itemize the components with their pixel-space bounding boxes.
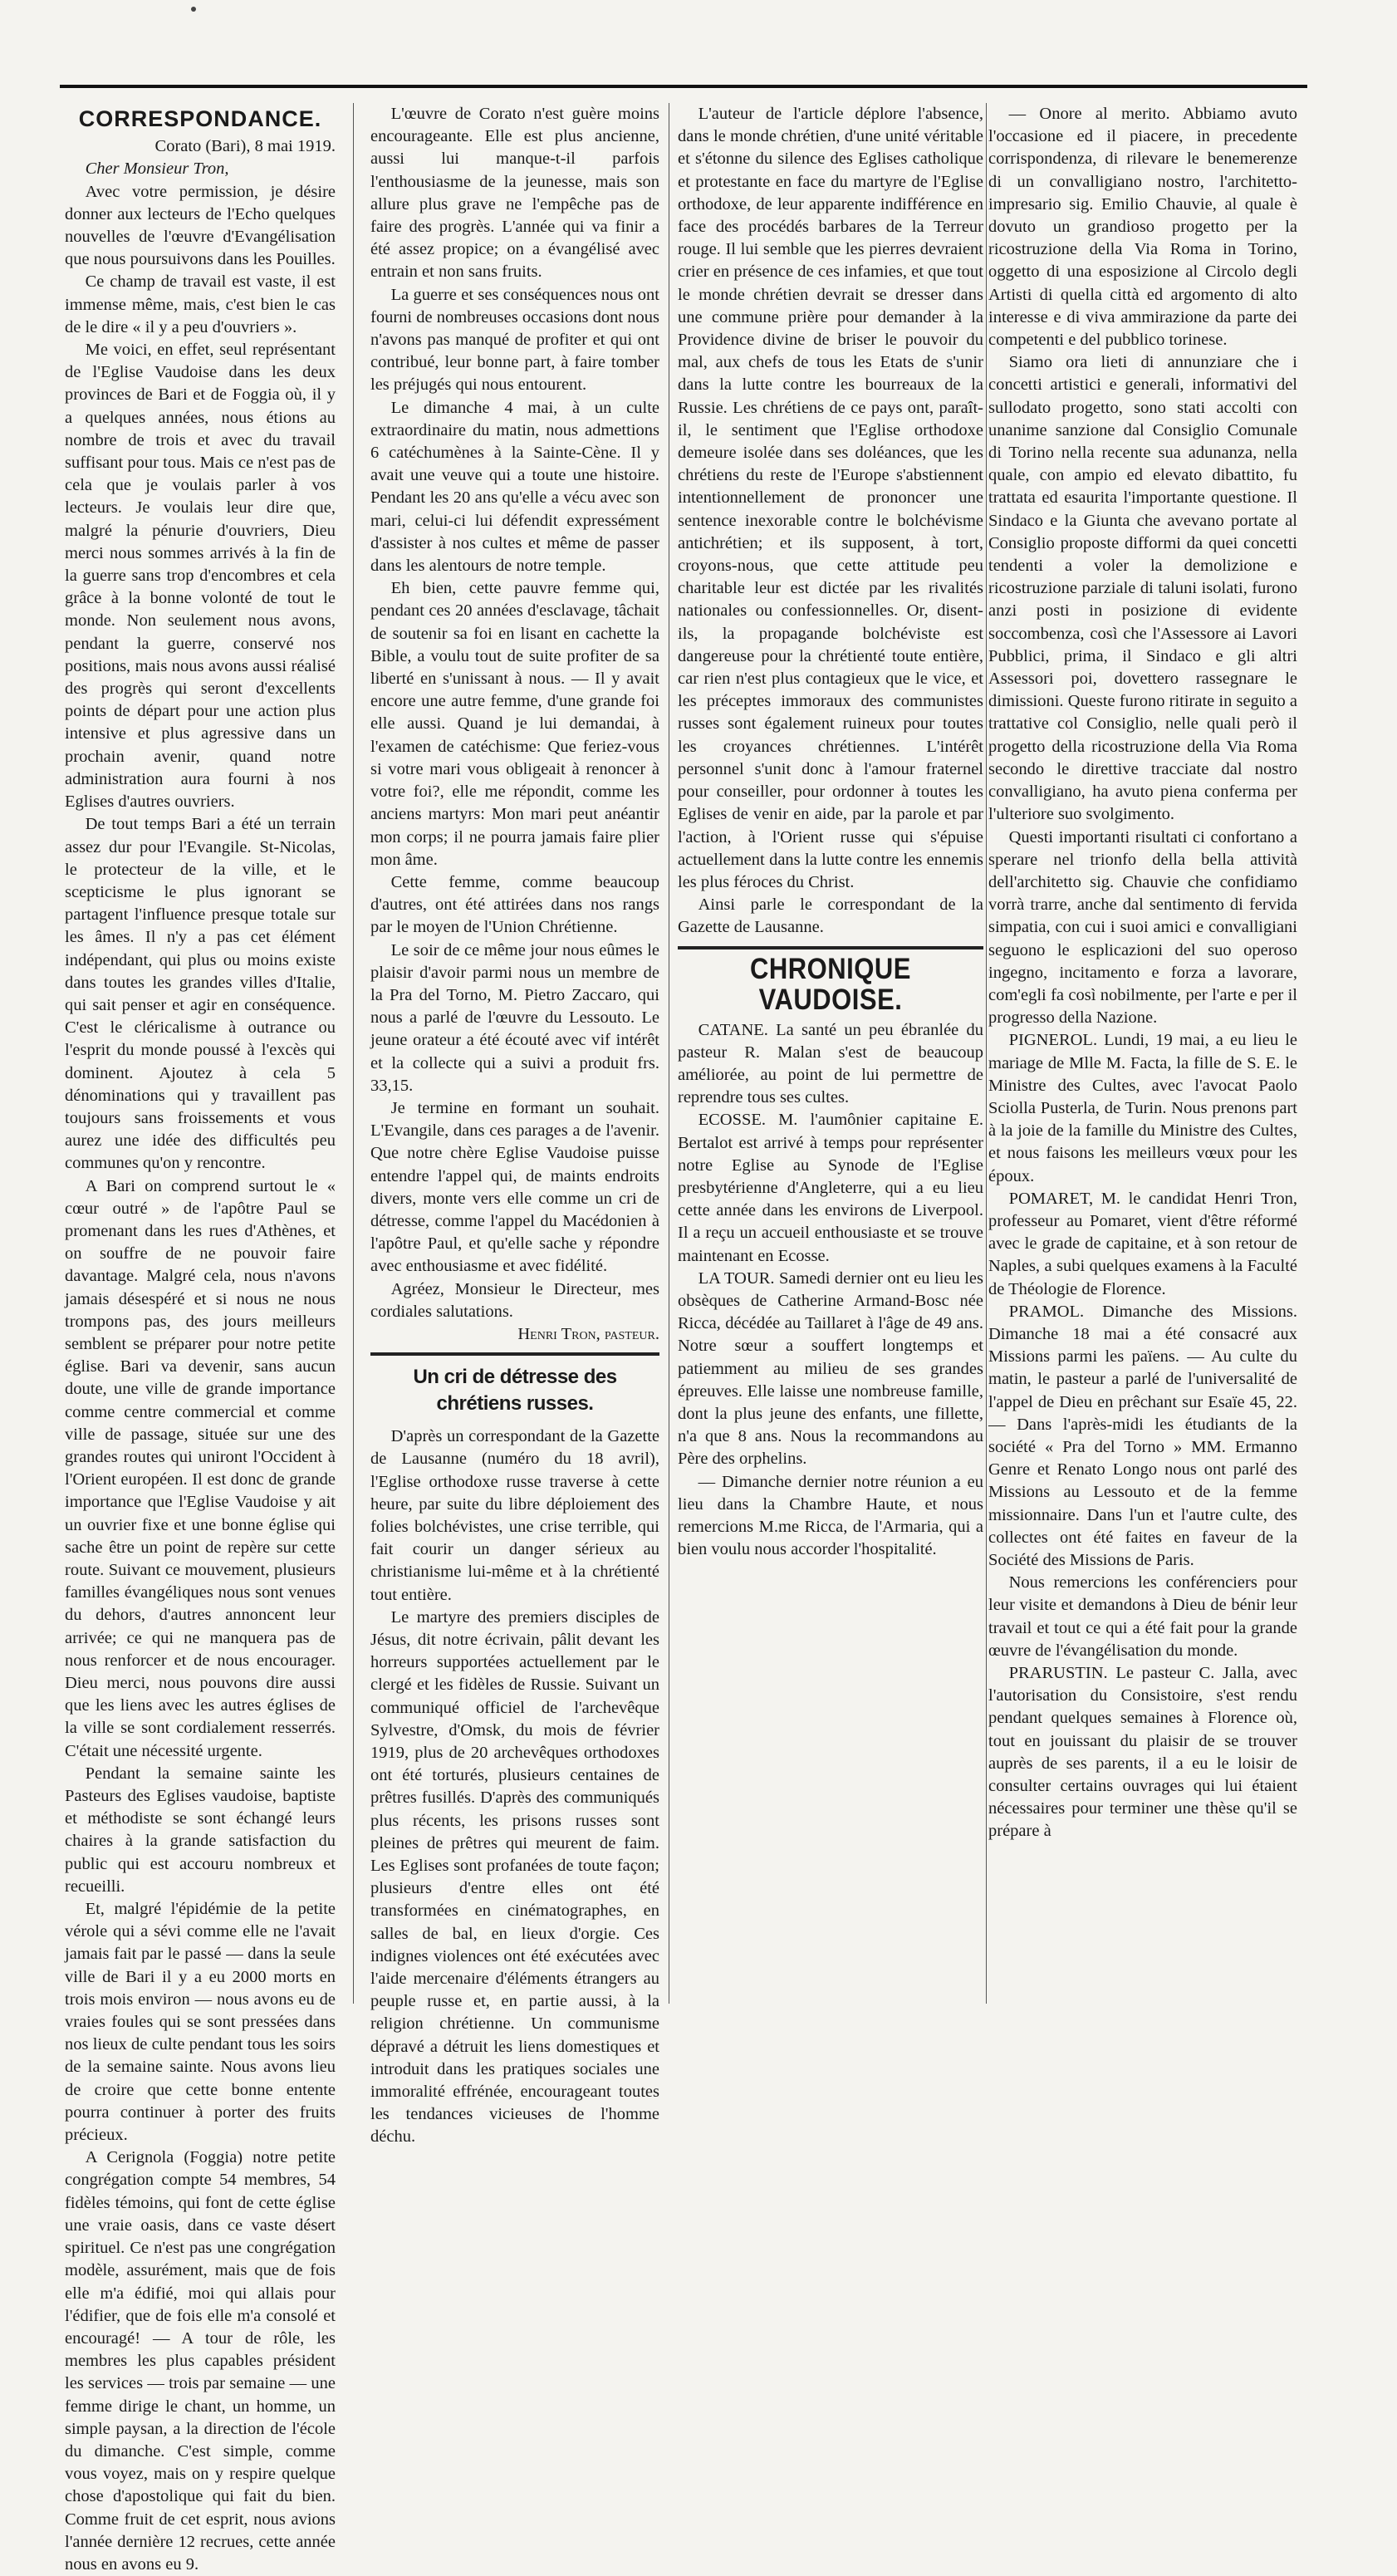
paragraph: POMARET, M. le candidat Henri Tron, professeur au Pomaret, vient d'être réformé avec le grade de capitaine, et à son retour de Naples, a subi quelques examens à la Faculté de Théologie de Florence. [988, 1189, 1297, 1298]
paragraph: CATANE. La santé un peu ébranlée du pasteur R. Malan s'est de beaucoup améliorée, au point de lui permettre de reprendre tous ses cultes. [678, 1020, 983, 1107]
paragraph: Pendant la semaine sainte les Pasteurs des Eglises vaudoise, baptiste et méthodiste se sont échangé leurs chaires à la grande satisfaction du public qui est accouru nombreux et recueilli. [65, 1764, 336, 1896]
paragraph: Siamo ora lieti di annunziare che i concetti artistici e generali, informativi del sullodato progetto, sono stati accolti con unanime sanzione dal Consiglio Comunale di Torino nella recente sua adunanza, nella quale, con ampio ed elevato dibattito, fu trattata ed esaurita l'importante questione. Il Sindaco e la Giunta che avevano portate al Consiglio proposte difformi da quei concetti tendenti a voler la demolizione e ricostruzione parziale di taluni isolati, furono anzi posti in posizione di evidente soccombenza, così che l'Assessore ai Lavori Pubblici, prima, il Sindaco e gli altri Assessori poi, dovettero rassegnare le dimissioni. Queste furono ritirate in seguito a trattative col Consiglio, nelle quali però il progetto della ricostruzione della Via Roma secondo le direttive tracciate dal nostro convalligiano, ha avuto piena conferma per l'ulteriore suo svolgimento. [988, 353, 1297, 824]
paragraph: De tout temps Bari a été un terrain assez dur pour l'Evangile. St-Nicolas, le protecteur de la ville, et le scepticisme le plus ignorant se partagent l'influence presque totale sur les âmes. Il n'y a pas cet élément indépendant, qui plus ou moins existe dans toutes les grandes villes d'Italie, qui sait penser et agir en conséquence. C'est le cléricalisme à outrance ou l'esprit du monde poussé à l'excès qui dominent. Ajoutez à cela 5 dénominations qui y travaillent pas toujours sans froissements et vous aurez une idée des difficultés peu communes qu'on y rencontre. [65, 815, 336, 1173]
paragraph: Me voici, en effet, seul représentant de l'Eglise Vaudoise dans les deux provinces de Bari et de Foggia où, il y a quelques années, nous étions au nombre de trois et avec du travail suffisant pour tous. Mais ce n'est pas de cela que je voulais parler à vos lecteurs. Je voulais leur dire que, malgré la pénurie d'ouvriers, Dieu merci nous sommes arrivés à la fin de la guerre sans trop d'encombres et cela grâce à la bonne volonté de tout le monde. Non seulement nous avons, pendant la guerre, conservé nos positions, mais nous avons aussi réalisé des progrès qui seront d'excellents points de départ pour une action plus intensive et plus agressive dans un prochain avenir, quand notre administration aura fourni à nos Eglises d'autres ouvriers. [65, 341, 336, 812]
paragraph: Le dimanche 4 mai, à un culte extraordinaire du matin, nous admettions 6 catéchumènes à la Sainte-Cène. Il y avait une veuve qui a toute une histoire. Pendant les 20 ans qu'elle a vécu avec son mari, celui-ci lui défendit expressément d'assister à nos cultes et même de passer dans les alentours de notre temple. [370, 398, 659, 576]
paragraph: Eh bien, cette pauvre femme qui, pendant ces 20 années d'esclavage, tâchait de soutenir sa foi en lisant en cachette la Bible, a voulu tout de suite profiter de sa liberté en s'unissant à nous. — Il y avait encore une autre femme, d'une grande foi elle aussi. Quand je lui demandai, à l'examen de catéchisme: Que feriez-vous si votre mari vous obligeait à renoncer à votre foi?, elle me répondit, comme les anciens martyrs: Mon mari peut anéantir mon corps; il ne pourra jamais faire plier mon âme. [370, 579, 659, 869]
paragraph: PRAMOL. Dimanche des Missions. Dimanche 18 mai a été consacré aux Missions parmi les païens. — Au culte du matin, le pasteur a parlé de l'universalité de l'appel de Dieu en prêchant sur Esaïe 45, 22. — Dans l'après-midi les étudiants de la société « Pra del Torno » MM. Ermanno Genre et Renato Longo nous ont parlé des Missions au Lessouto et de la femme missionnaire. Dans l'un et l'autre culte, des collectes ont été faites en faveur de la Société des Missions de Paris. [988, 1302, 1297, 1569]
paragraph: Avec votre permission, je désire donner aux lecteurs de l'Echo quelques nouvelles de l'œuvre d'Evangélisation que nous poursuivons dans les Pouilles. [65, 182, 336, 269]
paragraph: L'œuvre de Corato n'est guère moins encourageante. Elle est plus ancienne, aussi lui manque-t-il parfois l'enthousiasme de la jeunesse, mais son allure plus grave ne l'empêche pas de faire des progrès. L'année qui va finir a été assez propice; on a évangélisé avec entrain et non sans fruits. [370, 105, 659, 282]
column-4 [988, 103, 1297, 2029]
paragraph: L'auteur de l'article déplore l'absence, dans le monde chrétien, d'une unité véritable et s'étonne du silence des Eglises catholique et protestante en face du martyre de l'Eglise orthodoxe, de leur apparente indifférence en face des procédés barbares de la Terreur rouge. Il lui semble que les pierres devraient crier en présence de ces infamies, et que tout le monde chrétien devrait se dresser dans une commune prière pour demander à la Providence divine de briser le pouvoir du mal, aux chefs de tous les Etats de s'unir dans la lutte contre les bourreaux de la Russie. Les chrétiens de ce pays ont, paraît-il, le sentiment que l'Eglise orthodoxe demeure isolée dans ses doléances, que les chrétiens du reste de l'Europe s'abstiennent intentionnellement de prononcer une sentence inexorable contre le bolchévisme antichrétien; et ils supposent, à tort, croyons-nous, que cette attitude peu charitable leur est dictée par les rivalités nationales ou confessionnelles. Or, disent-ils, la propagande bolchéviste est dangereuse pour la chrétienté toute entière, car rien n'est plus contagieux que le vice, et les préceptes immoraux des communistes russes sont également ruineux pour toutes les croyances chrétiennes. L'intérêt personnel s'unit donc à l'amour fraternel pour conseiller, pour ordonner à toutes les Eglises de venir en aide, par la parole et par l'action, à l'Orient russe qui s'épuise actuellement dans la lutte contre les ennemis les plus féroces du Christ. [678, 105, 983, 891]
paragraph: Je termine en formant un souhait. L'Evangile, dans ces parages a de l'avenir. Que notre chère Eglise Vaudoise puisse entendre l'appel qui, de maints endroits divers, monte vers elle comme un cri de détresse, comme l'appel du Macédonien à l'apôtre Paul, et qu'elle sache y répondre avec enthousiasme et avec fidélité. [370, 1098, 659, 1276]
paragraph: ECOSSE. M. l'aumônier capitaine E. Bertalot est arrivé à temps pour représenter notre Eglise au Synode de l'Eglise presbytérienne d'Angleterre, qui a eu lieu cette année dans les environs de Liverpool. Il a reçu un accueil enthousiaste et se trouve maintenant en Ecosse. [678, 1111, 983, 1265]
paragraph: Le soir de ce même jour nous eûmes le plaisir d'avoir parmi nous un membre de la Pra del Torno, M. Pietro Zaccaro, qui nous a parlé de l'œuvre du Lessouto. Le jeune orateur a été écouté avec vif intérêt et la collecte qui a suivi a produit frs. 33,15. [370, 940, 659, 1095]
correspondance-title: CORRESPONDANCE. [78, 106, 322, 131]
paragraph: Ainsi parle le correspondant de la Gazette de Lausanne. [678, 895, 983, 937]
section-divider [370, 1352, 659, 1356]
paragraph: A Bari on comprend surtout le « cœur outré » de l'apôtre Paul se promenant dans les rues d'Athènes, et on souffre de ne pouvoir faire davantage. Malgré cela, nous n'avons jamais désespéré et si nous ne nous trompons pas, des jours meilleurs semblent se préparer pour notre petite église. Bari va devenir, sans aucun doute, une ville de grande importance comme centre commercial et comme ville de passage, située sur une des grandes routes qui uniront l'Occident à l'Orient européen. Il est donc de grande importance que l'Eglise Vaudoise y ait un ouvrier fixe et une bonne église qui sache être un point de repère sur cette route. Suivant ce mouvement, plusieurs familles évangéliques nous sont venues du dehors, d'autres annoncent leur arrivée; ce qui ne manquera pas de nous renforcer et de nous encourager. Dieu merci, nous pouvons dire aussi que les liens avec les autres églises de la ville se sont cordialement resserrés. C'était une nécessité urgente. [65, 1176, 336, 1760]
paragraph: PRARUSTIN. Le pasteur C. Jalla, avec l'autorisation du Consistoire, s'est rendu pendant quelques semaines à Florence où, tout en jouissant du plaisir de se trouver auprès de ses parents, il a eu le loisir de consulter certains ouvrages qui lui étaient nécessaires pour terminer une thèse qu'il se prépare à [988, 1664, 1297, 1841]
paragraph: Nous remercions les conférenciers pour leur visite et demandons à Dieu de bénir leur travail et tout ce qui a été fait pour la grande œuvre de l'évangélisation du monde. [988, 1573, 1297, 1660]
cri-title: Un cri de détresse des chrétiens russes. [413, 1366, 617, 1416]
paragraph: LA TOUR. Samedi dernier ont eu lieu les obsèques de Catherine Armand-Bosc née Ricca, décédée au Taillaret à l'âge de 49 ans. Notre sœur a souffert longtemps et patiemment au milieu de ses grandes épreuves. Elle laisse une nombreuse famille, dont la plus jeune des enfants, une fillette, n'a que 8 ans. Nous la recommandons au Père des orphelins. [678, 1268, 983, 1469]
paragraph: Et, malgré l'épidémie de la petite vérole qui a sévi comme elle ne l'avait jamais fait par le passé — dans la seule ville de Bari il y a eu 2000 morts en trois mois environ — nous avons eu de vraies foules qui se sont pressées dans nos lieux de culte pendant tous les soirs de la semaine sainte. Nous avons lieu de croire que cette bonne entente pourra continuer à porter des fruits précieux. [65, 1900, 336, 2145]
salutation: Cher Monsieur Tron, [85, 159, 229, 179]
column-rule [353, 103, 354, 2004]
column-rule [986, 103, 987, 2004]
signature: Henri Tron, pasteur. [517, 1324, 659, 1343]
section-divider [678, 946, 983, 949]
dateline: Corato (Bari), 8 mai 1919. [154, 137, 336, 156]
paragraph: Agréez, Monsieur le Directeur, mes cordiales salutations. [370, 1279, 659, 1321]
paragraph: Ce champ de travail est vaste, il est immense même, mais, c'est bien le cas de le dire « il y a peu d'ouvriers ». [65, 272, 336, 336]
paragraph: Questi importanti risultati ci confortano a sperare nel trionfo della bella attività dell'architetto sig. Chauvie che confidiamo vorrà trarre, anche dal sentimento di fervida simpatia, con cui i suoi amici e convalligiani seguono le esplicazioni del suo operoso ingegno, incitamento e forza a lavorare, com'egli fa così nobilmente, per l'arte e per il progresso della Nazione. [988, 827, 1297, 1028]
paragraph: D'après un correspondant de la Gazette de Lausanne (numéro du 18 avril), l'Eglise orthodoxe russe traverse à cette heure, par suite du libre déploiement des folies bolchévistes, une crise terrible, qui fait courir un danger sérieux au christianisme lui-même et à la chrétienté tout entière. [370, 1427, 659, 1604]
paragraph: — Dimanche dernier notre réunion a eu lieu dans la Chambre Haute, et nous remercions M.me Ricca, de l'Armaria, qui a bien voulu nous accorder l'hospitalité. [678, 1472, 983, 1559]
column-1 [65, 103, 336, 2574]
print-dot [191, 7, 196, 12]
paragraph: A Cerignola (Foggia) notre petite congrégation compte 54 membres, 54 fidèles témoins, qui font de cette église une vraie oasis, dans ce vaste désert spirituel. Ce n'est pas une congrégation modèle, assurément, mais que de fois elle m'a édifié, moi qui allais pour l'édifier, que de fois elle m'a consolé et encouragé! — A tour de rôle, les membres les plus capables président les services — trois par semaine — une femme dirige le chant, un homme, un simple paysan, a la direction de l'école du dimanche. C'est simple, comme vous voyez, mais on y respire quelque chose d'apostolique qui fait du bien. Comme fruit de cet esprit, nous avions l'année dernière 12 recrues, cette année nous en avons eu 9. [65, 2148, 336, 2574]
paragraph: Cette femme, comme beaucoup d'autres, ont été attirées dans nos rangs par le moyen de l'Union Chrétienne. [370, 872, 659, 937]
paragraph: La guerre et ses conséquences nous ont fourni de nombreuses occasions dont nous n'avons pas manqué de profiter et qui ont contribué, leur bonne part, à faire tomber les préjugés qui nous entourent. [370, 285, 659, 395]
paragraph: Le martyre des premiers disciples de Jésus, dit notre écrivain, pâlit devant les horreurs supportées actuellement par le clergé et les fidèles de Russie. Suivant un communiqué officiel de l'archevêque Sylvestre, d'Omsk, du mois de février 1919, plus de 20 archevêques orthodoxes ont été torturés, plusieurs centaines de prêtres fusillés. D'après des communiqués plus récents, les prisons russes sont pleines de prêtres qui meurent de faim. Les Eglises sont profanées de toute façon; plusieurs d'entre elles ont été transformées en cinématographes, en salles de bal, en lieux d'orgie. Ces indignes violences ont été exécutées avec l'aide mercenaire d'éléments étrangers au peuple russe et, en partie aussi, à la religion chrétienne. Un communisme dépravé a détruit les liens domestiques et introduit dans les pratiques sociales une immoralité effrénée, encourageant toutes les tendances vicieuses de l'homme déchu. [370, 1607, 659, 2147]
chronique-title: CHRONIQUE VAUDOISE. [750, 951, 911, 1016]
paragraph: — Onore al merito. Abbiamo avuto l'occasione ed il piacere, in precedente corrispondenza, di rilevare le benemerenze di un convalligiano nostro, l'architetto-impresario sig. Emilio Chauvie, al quale è dovuto un grandioso progetto per la ricostruzione della Via Roma in Torino, oggetto di una esposizione al Circolo degli Artisti di quella città ed argomento di alto interesse e di viva ammirazione da parte dei competenti e del pubblico torinese. [988, 105, 1297, 350]
top-rule [60, 85, 1307, 88]
column-3 [678, 103, 983, 2029]
paragraph: PIGNEROL. Lundi, 19 mai, a eu lieu le mariage de Mlle M. Facta, la fille de S. E. le Ministre des Cultes, avec l'avocat Paolo Sciolla Pusterla, de Turin. Nous prenons part à la joie de la famille du Ministre des Cultes, et nous faisons les meilleurs vœux pour les époux. [988, 1031, 1297, 1185]
column-2 [370, 103, 659, 2147]
